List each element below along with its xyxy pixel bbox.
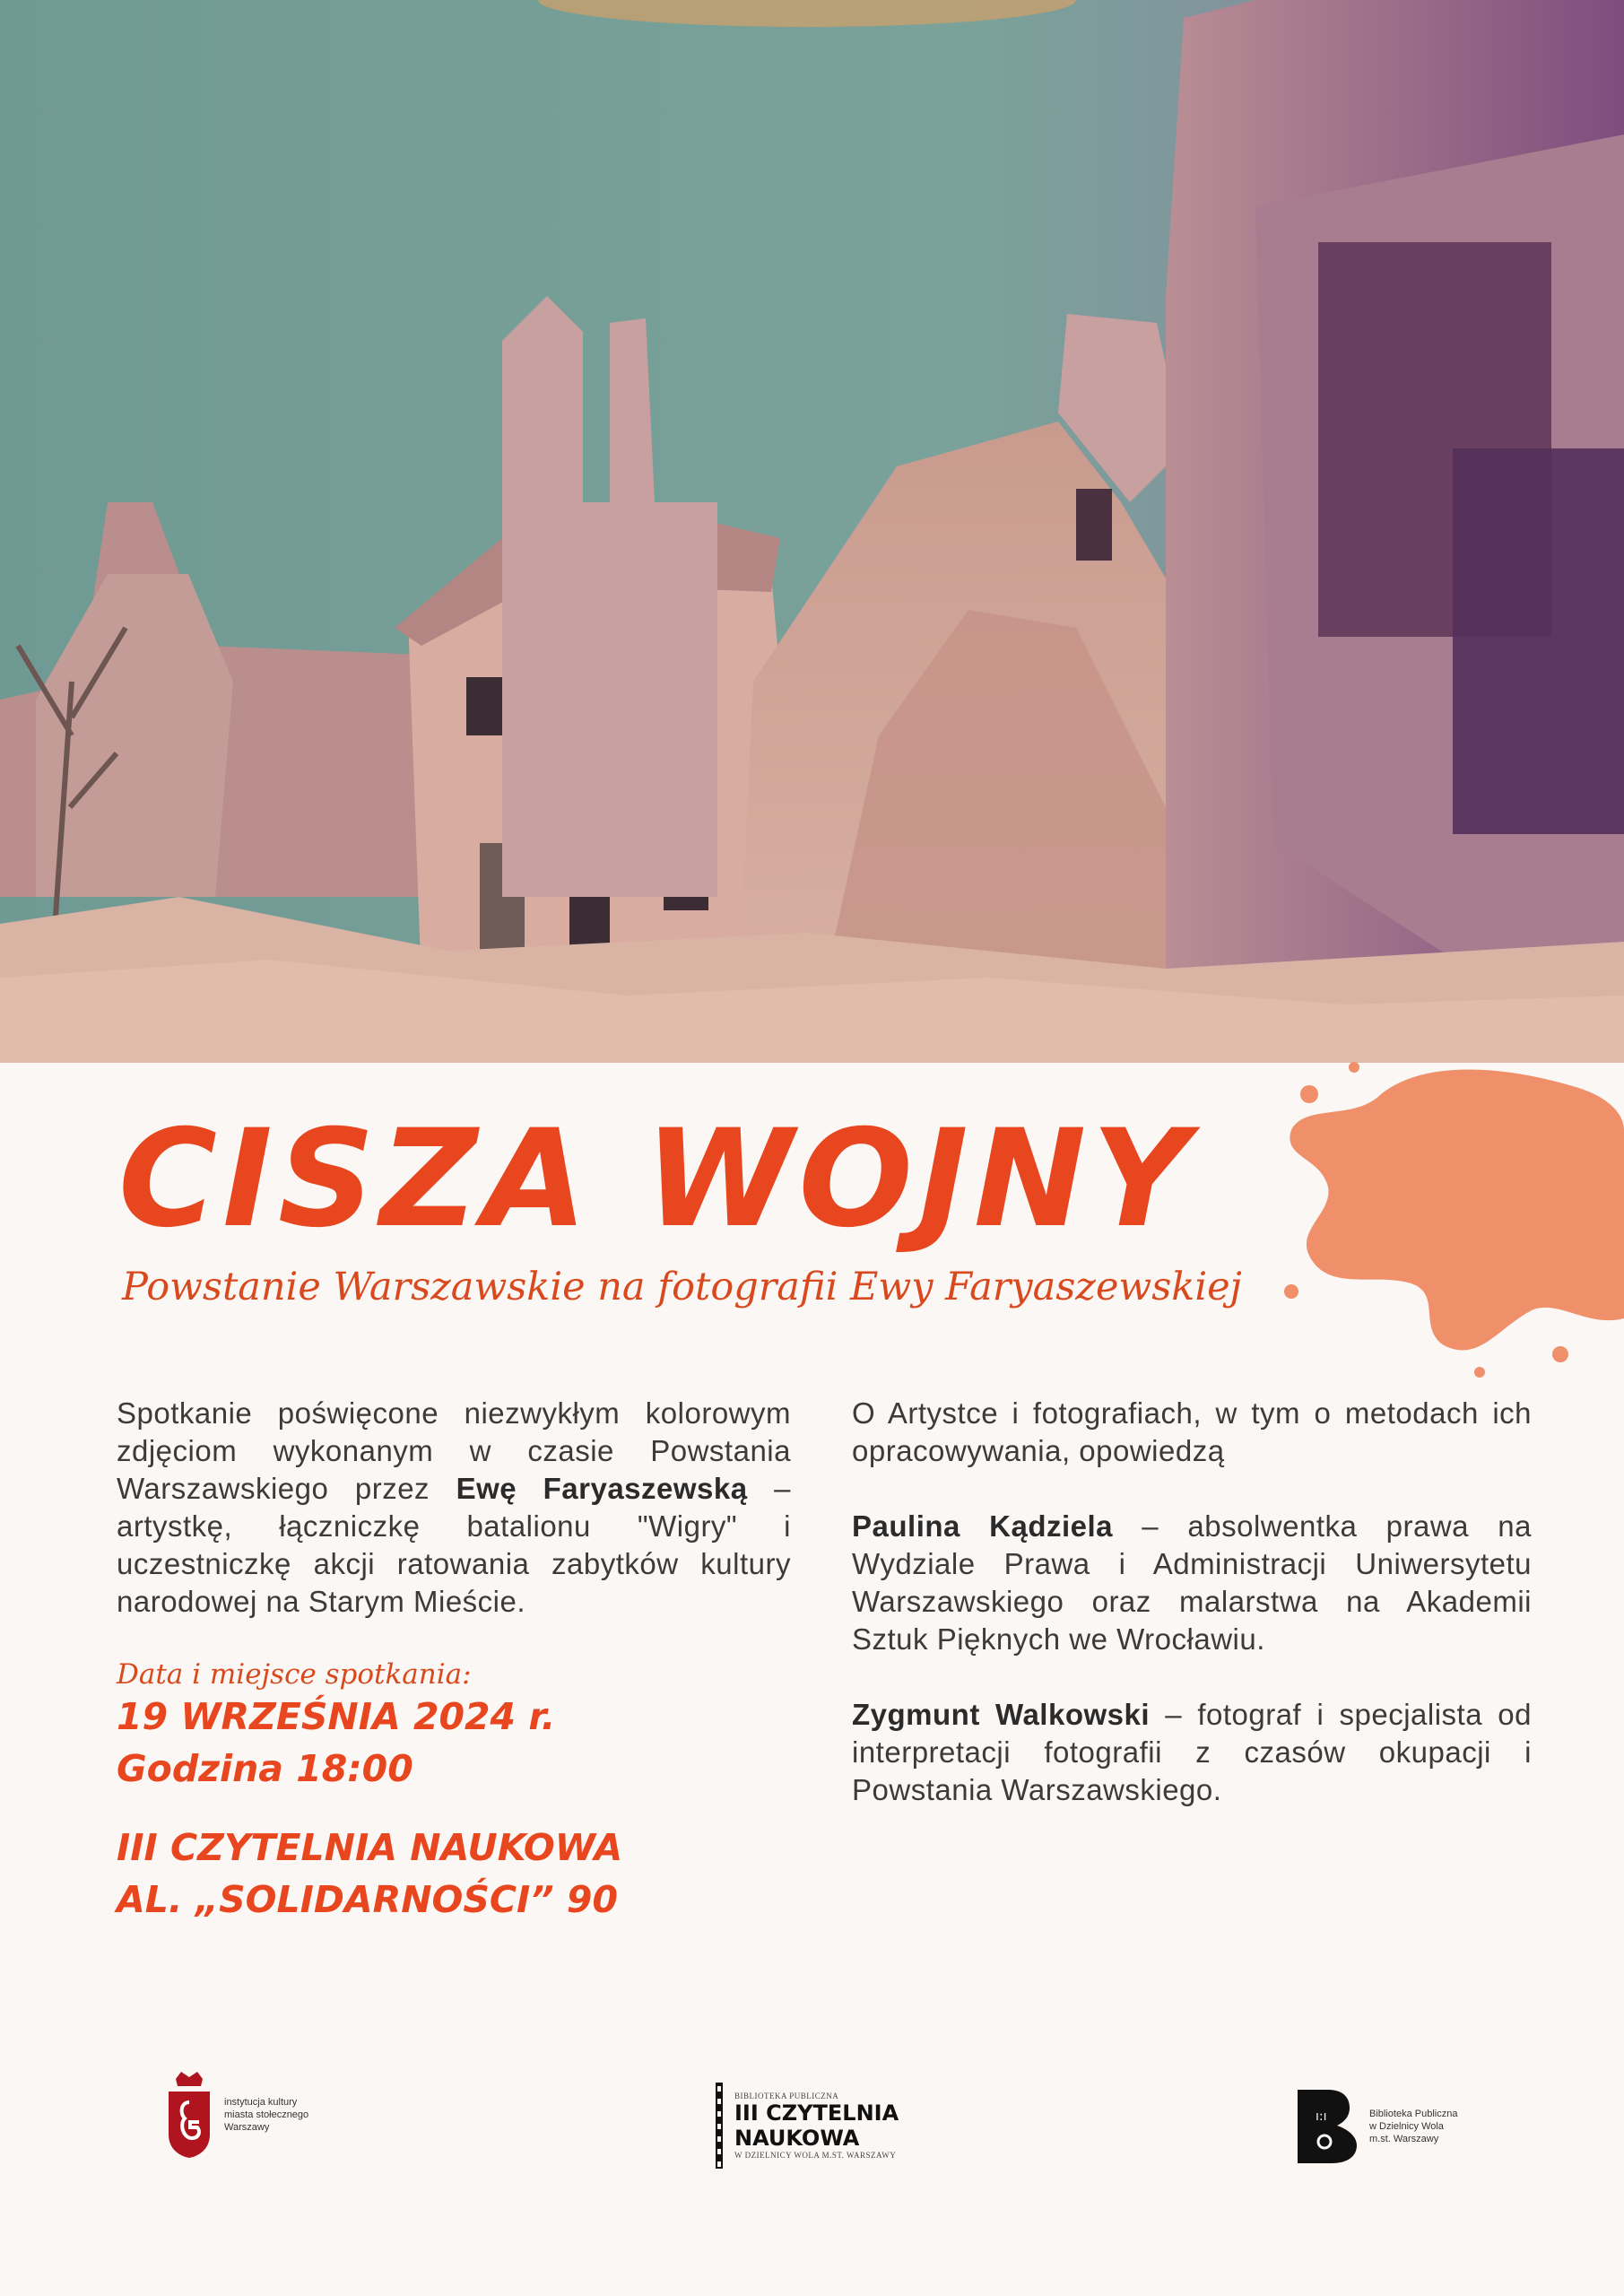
- event-subtitle: Powstanie Warszawskie na fotografii Ewy Faryaszewskiej: [122, 1265, 1242, 1309]
- institution-line: Warszawy: [224, 2122, 270, 2133]
- speaker-paragraph: [852, 1696, 1532, 1809]
- warsaw-crest-icon: [167, 2072, 212, 2158]
- film-strip-icon: [713, 2083, 725, 2169]
- speaker-paragraph: [852, 1508, 1532, 1658]
- library-line: m.st. Warszawy: [1369, 2134, 1439, 2144]
- institution-text: [224, 2096, 308, 2134]
- library-text: [1369, 2108, 1457, 2145]
- paint-splash-decoration: [1273, 1058, 1624, 1381]
- event-title: CISZA WOJNY: [118, 1101, 1194, 1257]
- reading-room-logo: [713, 2083, 899, 2169]
- speaker-name: Paulina Kądziela: [852, 1509, 1114, 1543]
- reading-room-top: BIBLIOTEKA PUBLICZNA: [734, 2092, 839, 2100]
- library-logo: [1298, 2090, 1457, 2163]
- reading-room-name: NAUKOWA: [734, 2126, 860, 2151]
- speaker-description: – fotograf i specjalista od interpretacji fotografii z czasów okupacji i Powstania Warszawskiego.: [852, 1698, 1532, 1806]
- venue-address: AL. „SOLIDARNOŚCI” 90: [117, 1878, 618, 1921]
- ruins-photo: [0, 0, 1624, 1063]
- svg-text:ı:ı: ı:ı: [1316, 2109, 1327, 2124]
- meeting-label: Data i miejsce spotkania:: [117, 1658, 472, 1691]
- reading-room-text: [734, 2092, 899, 2160]
- reading-room-bottom: W DZIELNICY WOLA M.ST. WARSZAWY: [734, 2151, 897, 2160]
- meeting-venue: [117, 1822, 791, 1926]
- reading-room-name: III CZYTELNIA: [734, 2100, 899, 2126]
- left-column: [117, 1395, 791, 1926]
- intro-text: Spotkanie poświęcone niezwykłym kolorowym zdjęciom wykonanym w czasie Powstania Warszawskiego przez: [117, 1396, 791, 1505]
- sponsor-logos: [0, 2063, 1624, 2206]
- library-line: Biblioteka Publiczna: [1369, 2109, 1458, 2119]
- institution-line: instytucja kultury: [224, 2097, 298, 2108]
- artist-name: Ewę Faryaszewską: [456, 1472, 748, 1505]
- speaker-name: Zygmunt Walkowski: [852, 1698, 1151, 1731]
- warsaw-institution-logo: [167, 2072, 308, 2158]
- intro-text-end: – artystkę, łączniczkę batalionu "Wigry" i uczestniczkę akcji ratowania zabytków kultury narodowej na Starym Mieście.: [117, 1472, 791, 1618]
- intro-paragraph: [117, 1395, 791, 1621]
- right-column: [852, 1395, 1532, 1847]
- institution-line: miasta stołecznego: [224, 2109, 309, 2120]
- meeting-time: Godzina 18:00: [117, 1747, 413, 1790]
- library-b-icon: [1298, 2090, 1357, 2163]
- speakers-intro: O Artystce i fotografiach, w tym o metodach ich opracowywania, opowiedzą: [852, 1396, 1532, 1467]
- speaker-description: – absolwentka prawa na Wydziale Prawa i Administracji Uniwersytetu Warszawskiego oraz malarstwa na Akademii Sztuk Pięknych we Wrocławiu.: [852, 1509, 1532, 1656]
- meeting-date: 19 WRZEŚNIA 2024 r.: [117, 1695, 556, 1738]
- library-line: w Dzielnicy Wola: [1369, 2121, 1444, 2132]
- venue-name: III CZYTELNIA NAUKOWA: [117, 1826, 623, 1869]
